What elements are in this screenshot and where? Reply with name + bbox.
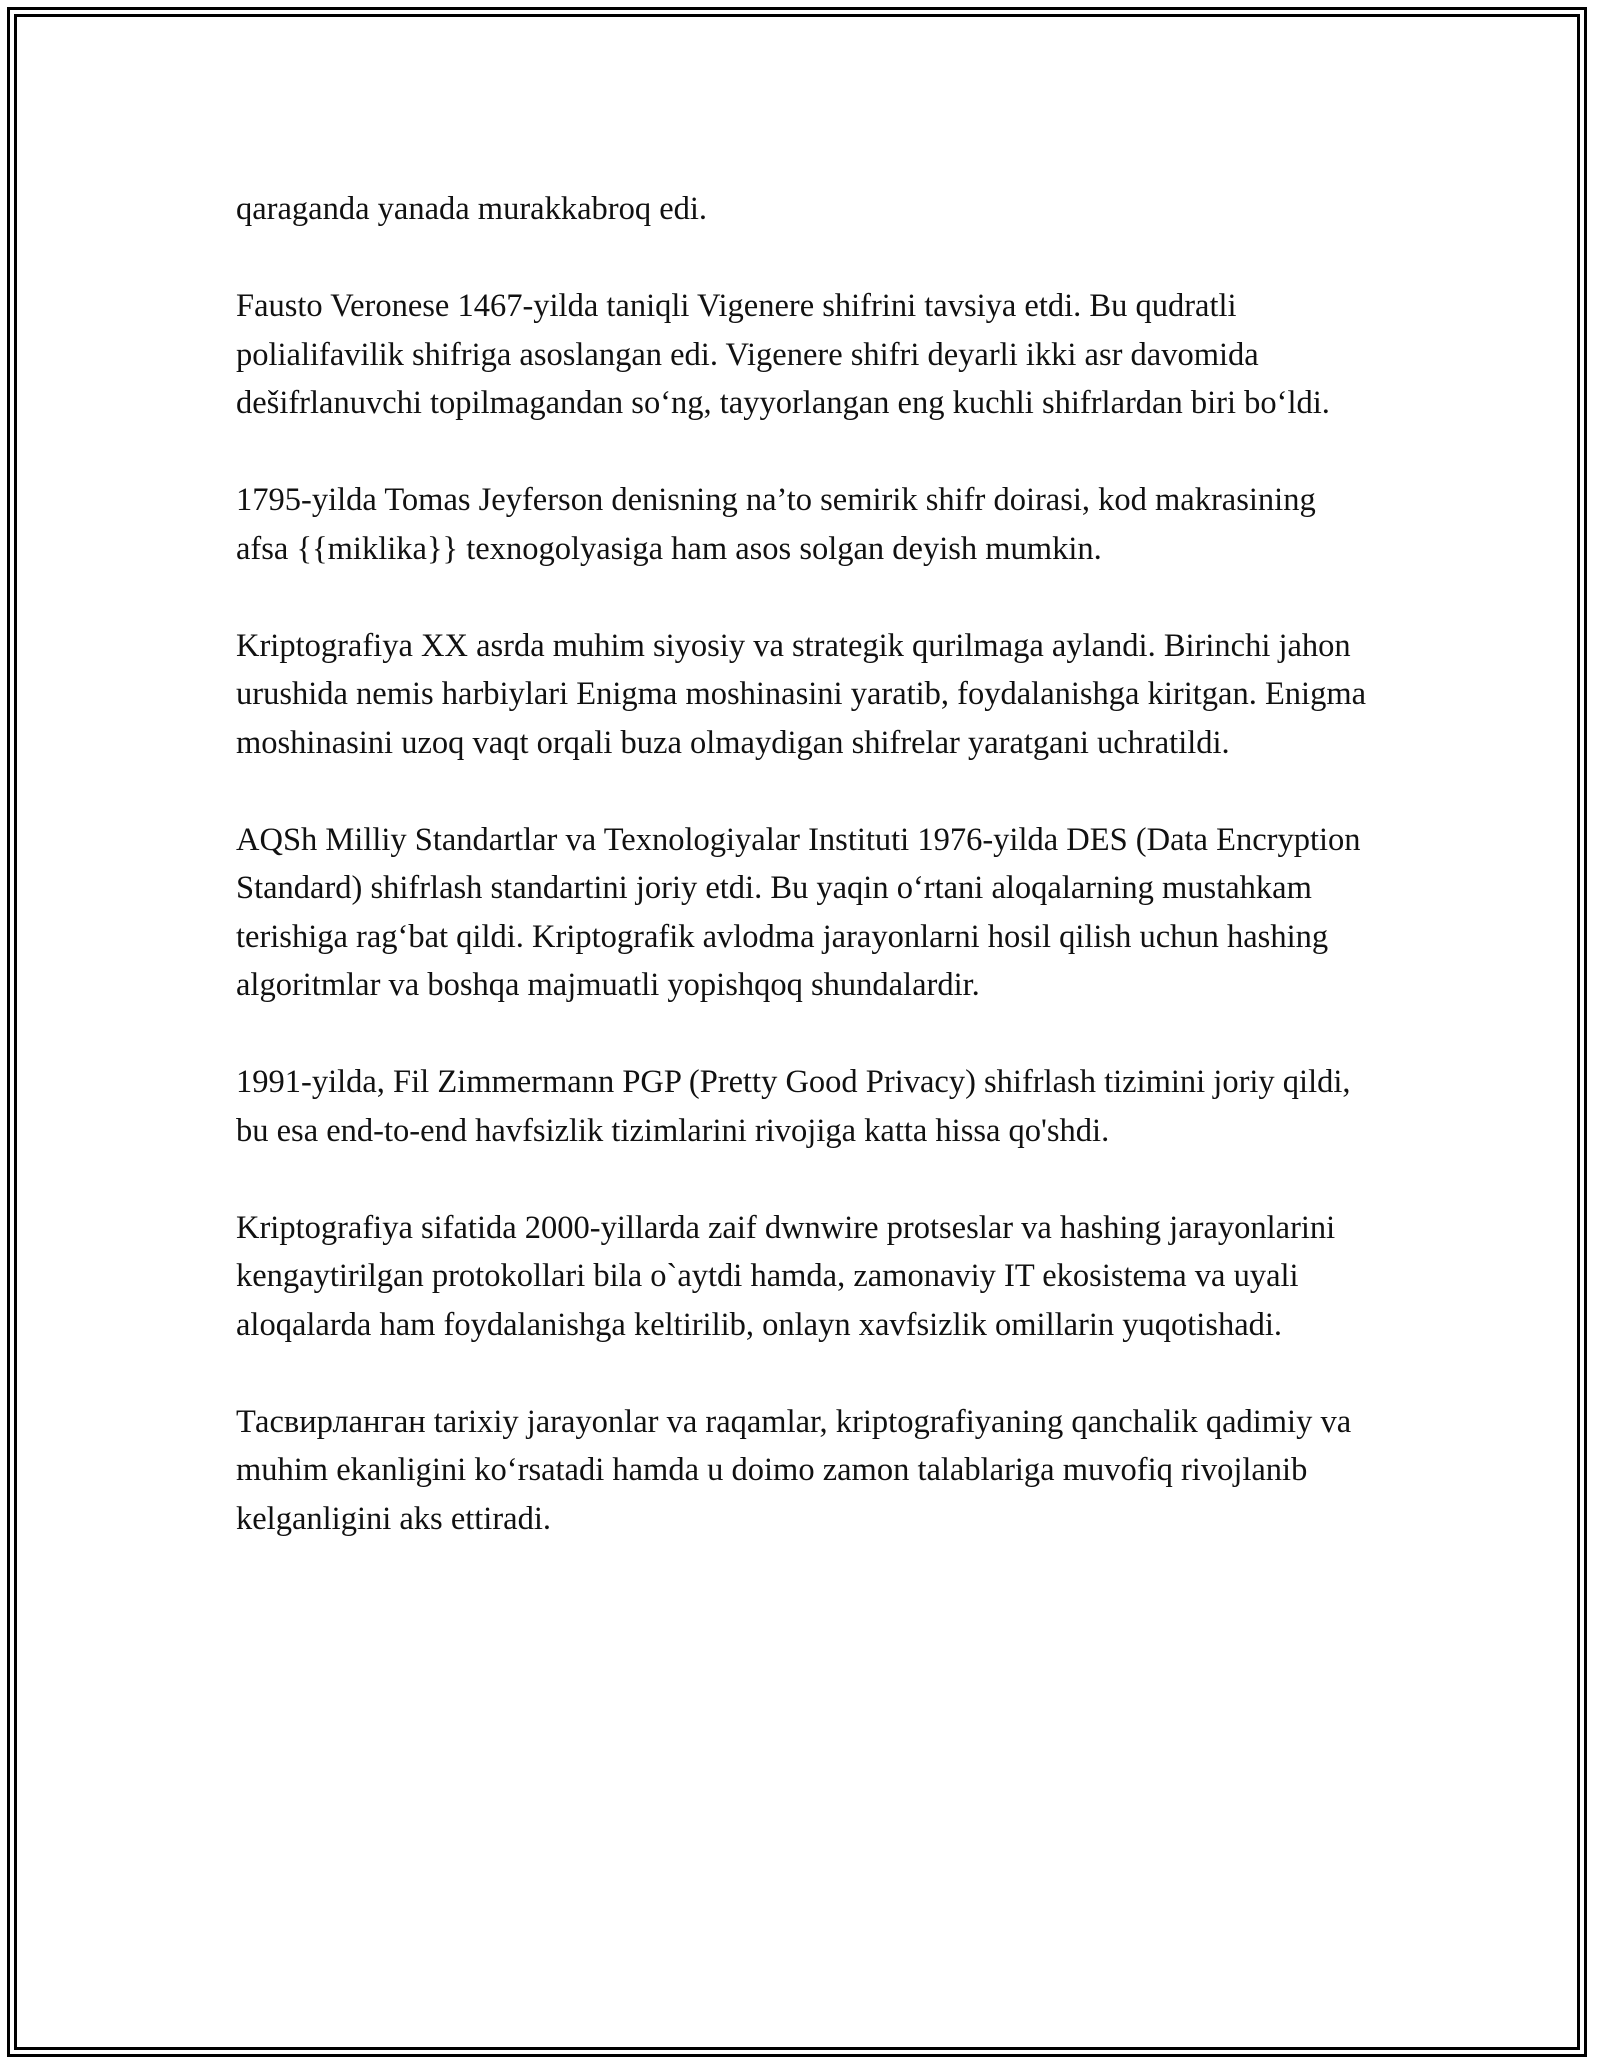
- paragraph: AQSh Milliy Standartlar va Texnologiyalar Instituti 1976-yilda DES (Data Encryption Standard) shifrlash standartini joriy etdi. Bu yaqin o‘rtani aloqalarning mustahkam terishiga rag‘bat qildi. Kriptografik avlodma jarayonlarni hosil qilish uchun hashing algoritmlar va boshqa majmuatli yopishqoq shundalardir.: [236, 821, 1361, 1003]
- paragraph: qaraganda yanada murakkabroq edi.: [236, 191, 708, 227]
- paragraph: Kriptografiya sifatida 2000-yillarda zaif dwnwire protseslar va hashing jarayonlarini kengaytirilgan protokollari bila o`aytdi hamda, zamonaviy IT ekosistema va uyali aloqalarda ham foydalanishga keltirilib, onlayn xavfsizlik omillarin yuqotishadi.: [236, 1209, 1336, 1343]
- paragraph: Fausto Veronese 1467-yilda taniqli Vigenere shifrini tavsiya etdi. Bu qudratli polialifavilik shifriga asoslangan edi. Vigenere shifri deyarli ikki asr davomida dešifrlanuvchi topilmagandan so‘ng, tayyorlangan eng kuchli shifrlardan biri bo‘ldi.: [236, 288, 1330, 421]
- paragraph: 1991-yilda, Fil Zimmermann PGP (Pretty Good Privacy) shifrlash tizimini joriy qildi, bu esa end-to-end havfsizlik tizimlarini rivojiga katta hissa qo'shdi.: [236, 1064, 1351, 1149]
- paragraph: Тасвирланган tarixiy jarayonlar va raqamlar, kriptografiyaning qanchalik qadimiy va muhim ekanligini ko‘rsatadi hamda u doimo zamon talablariga muvofiq rivojlanib kelganligini aks ettiradi.: [236, 1403, 1352, 1537]
- paragraph: Kriptografiya XX asrda muhim siyosiy va strategik qurilmaga aylandi. Birinchi jahon urushida nemis harbiylari Enigma moshinasini yaratib, foydalanishga kiritgan. Enigma moshinasini uzoq vaqt orqali buza olmaydigan shifrelar yaratgani uchratildi.: [236, 627, 1367, 761]
- paragraph: 1795-yilda Tomas Jeyferson denisning na’to semirik shifr doirasi, kod makrasining afsa {{miklika}} texnogolyasiga ham asos solgan deyish mumkin.: [236, 482, 1316, 567]
- document-body: [236, 185, 1376, 1592]
